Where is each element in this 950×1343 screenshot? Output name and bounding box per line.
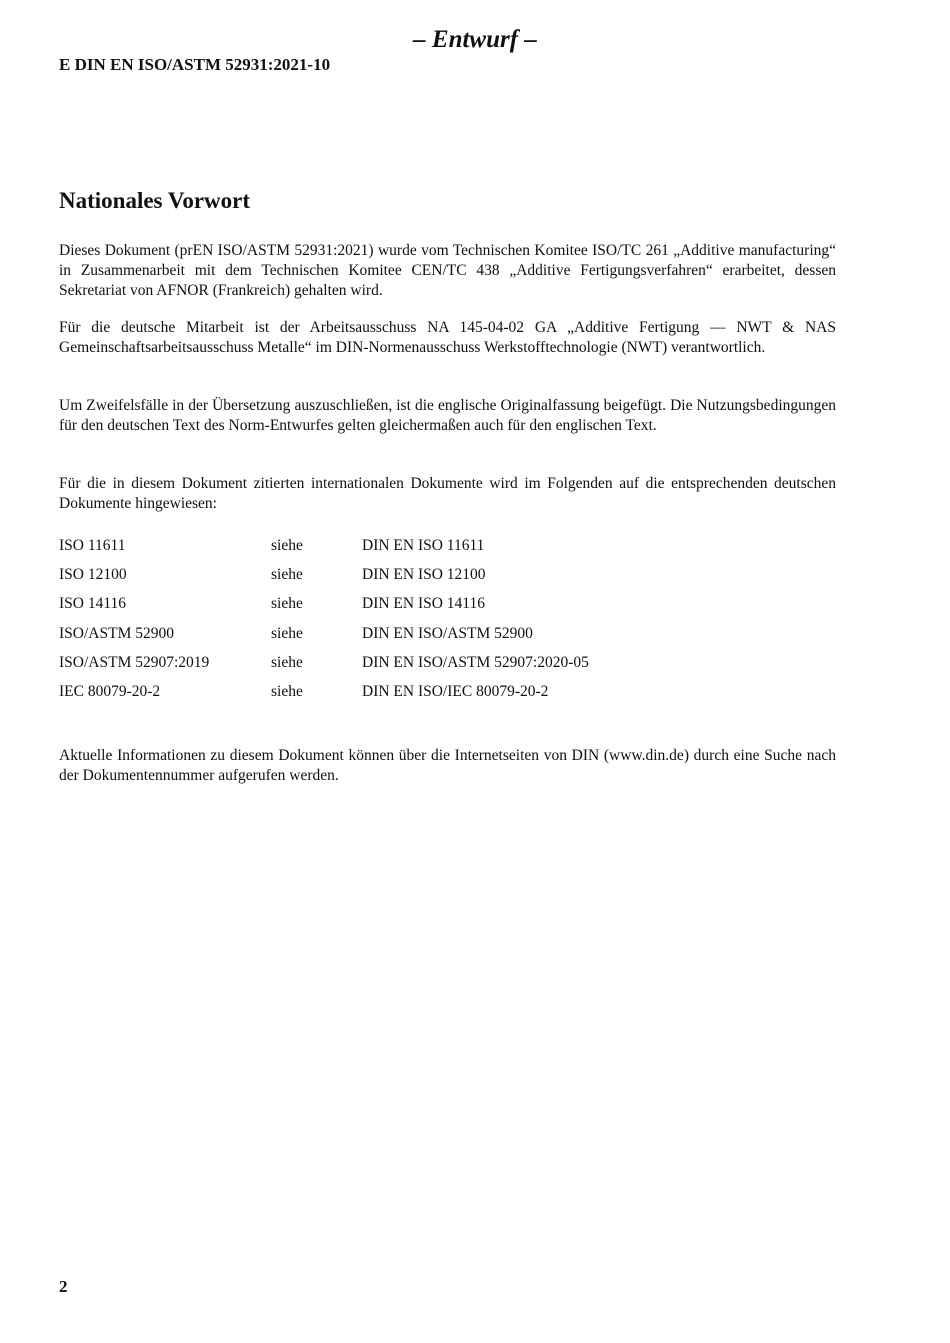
table-row (59, 625, 762, 654)
reference-see: siehe (271, 566, 303, 584)
paragraph-translation: Um Zweifelsfälle in der Übersetzung auszuschließen, ist die englische Originalfassung beigefügt. Die Nutzungsbedingungen für den deutschen Text des Norm-Entwurfes gelten gleichermaßen auch für den englischen Text. (59, 397, 836, 434)
reference-table (59, 537, 762, 712)
reference-german: DIN EN ISO 14116 (362, 595, 485, 613)
page-number: 2 (59, 1277, 68, 1296)
reference-international: IEC 80079-20-2 (59, 682, 161, 700)
reference-international: ISO 11611 (59, 537, 126, 554)
reference-international: ISO/ASTM 52907:2019 (59, 653, 210, 671)
reference-german: DIN EN ISO 12100 (362, 566, 486, 584)
document-identifier: E DIN EN ISO/ASTM 52931:2021-10 (59, 55, 331, 74)
reference-international: ISO 12100 (59, 566, 127, 584)
paragraph-references-intro: Für die in diesem Dokument zitierten internationalen Dokumente wird im Folgenden auf die entsprechenden deutschen Dokumente hingewiesen: (59, 475, 836, 512)
table-row (59, 595, 762, 624)
reference-german: DIN EN ISO/ASTM 52900 (362, 624, 533, 642)
reference-german: DIN EN ISO/ASTM 52907:2020-05 (362, 653, 589, 671)
section-title: Nationales Vorwort (59, 188, 251, 213)
reference-see: siehe (271, 682, 303, 700)
reference-see: siehe (271, 595, 303, 613)
reference-international: ISO 14116 (59, 595, 127, 613)
table-row (59, 537, 762, 566)
reference-see: siehe (271, 537, 303, 554)
reference-german: DIN EN ISO 11611 (362, 537, 485, 554)
reference-see: siehe (271, 653, 303, 671)
reference-see: siehe (271, 624, 303, 642)
paragraph-responsibility: Für die deutsche Mitarbeit ist der Arbeitsausschuss NA 145-04-02 GA „Additive Fertigung — NWT & NAS Gemeinschaftsarbeitsausschuss Metalle“ im DIN-Normenausschuss Werkstofftechnologie (NWT) verantwortlich. (59, 319, 836, 356)
reference-german: DIN EN ISO/IEC 80079-20-2 (362, 682, 549, 700)
paragraph-din-website: Aktuelle Informationen zu diesem Dokument können über die Internetseiten von DIN (www.din.de) durch eine Suche nach der Dokumentennummer aufgerufen werden. (59, 747, 836, 784)
reference-international: ISO/ASTM 52900 (59, 624, 174, 642)
table-row (59, 683, 762, 712)
table-row (59, 654, 762, 683)
table-row (59, 566, 762, 595)
paragraph-committee: Dieses Dokument (prEN ISO/ASTM 52931:2021) wurde vom Technischen Komitee ISO/TC 261 „Additive manufacturing“ in Zusammenarbeit mit dem Technischen Komitee CEN/TC 438 „Additive Fertigungsverfahren“ erarbeitet, dessen Sekretariat von AFNOR (Frankreich) gehalten wird. (59, 242, 836, 299)
draft-watermark-heading: – Entwurf – (413, 26, 537, 53)
